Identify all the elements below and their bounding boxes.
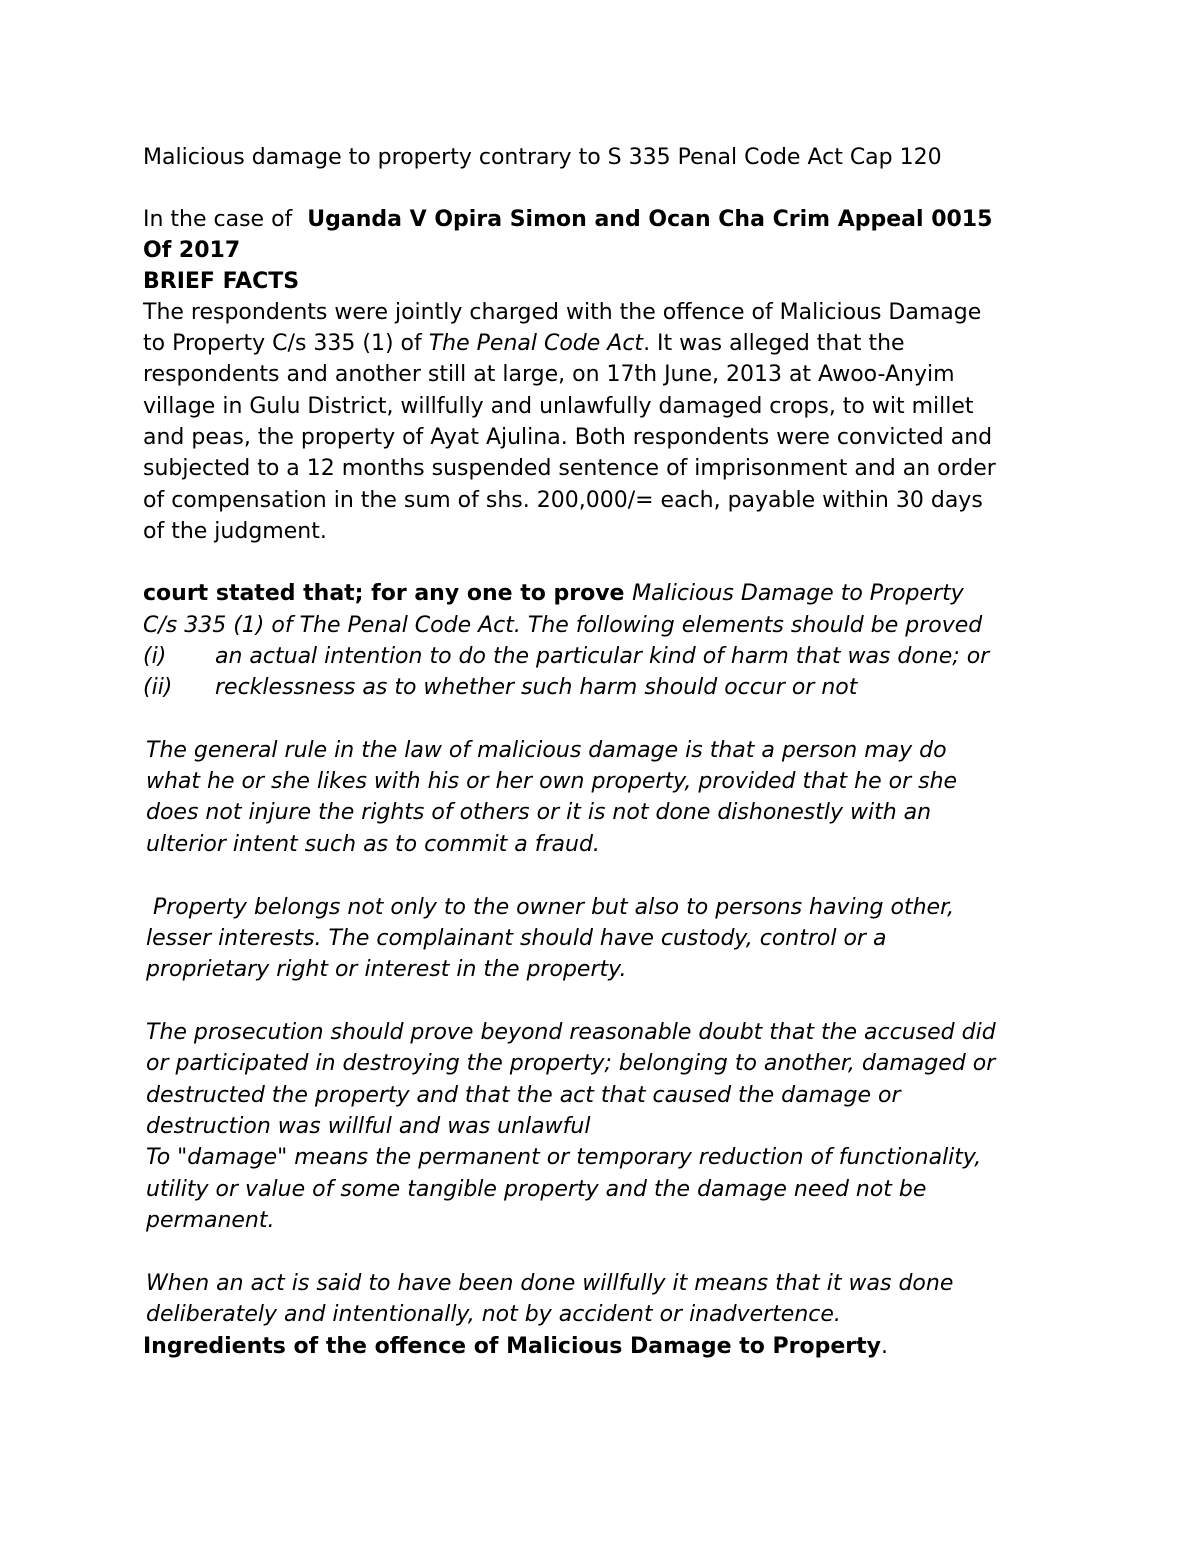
facts-line: of compensation in the sum of shs. 200,000/= each, payable within 30 days: [143, 488, 983, 513]
case-intro: In the case of: [143, 207, 300, 232]
ingredients-heading: Ingredients of the offence of Malicious Damage to Property.: [143, 1334, 888, 1359]
facts-line: respondents and another still at large, on 17th June, 2013 at Awoo-Anyim: [143, 362, 955, 387]
case-citation-line-1: [143, 204, 992, 235]
prosecution-line: destructed the property and that the act that caused the damage or: [146, 1083, 901, 1108]
general-rule-line: The general rule in the law of malicious damage is that a person may do: [146, 738, 947, 763]
property-line: Property belongs not only to the owner but also to persons having other,: [146, 895, 955, 920]
prosecution-line: or participated in destroying the property; belonging to another, damaged or: [146, 1051, 996, 1076]
facts-line: to Property C/s 335 (1) of The Penal Code Act. It was alleged that the: [143, 331, 905, 356]
list-text: recklessness as to whether such harm should occur or not: [215, 675, 858, 700]
penal-code-reference: The Penal Code Act: [428, 331, 644, 356]
willful-definition-line: deliberately and intentionally, not by accident or inadvertence.: [146, 1302, 841, 1327]
list-number: (ii): [143, 675, 173, 700]
property-line: proprietary right or interest in the property.: [146, 957, 627, 982]
facts-line: of the judgment.: [143, 519, 327, 544]
facts-line: village in Gulu District, willfully and unlawfully damaged crops, to wit millet: [143, 394, 974, 419]
property-line: lesser interests. The complainant should have custody, control or a: [146, 926, 887, 951]
general-rule-line: ulterior intent such as to commit a fraud.: [146, 832, 600, 857]
prosecution-line: The prosecution should prove beyond reasonable doubt that the accused did: [146, 1020, 996, 1045]
facts-line: The respondents were jointly charged with the offence of Malicious Damage: [143, 300, 982, 325]
brief-facts-title: BRIEF FACTS: [143, 269, 300, 294]
damage-definition-line: permanent.: [146, 1208, 275, 1233]
document-heading: Malicious damage to property contrary to S 335 Penal Code Act Cap 120: [143, 145, 942, 170]
case-name: Uganda V Opira Simon and Ocan Cha Crim Appeal 0015: [307, 207, 993, 232]
list-number: (i): [143, 644, 167, 669]
willful-definition-line: When an act is said to have been done willfully it means that it was done: [146, 1271, 954, 1296]
facts-line: and peas, the property of Ayat Ajulina. Both respondents were convicted and: [143, 425, 993, 450]
damage-definition-line: To "damage" means the permanent or temporary reduction of functionality,: [146, 1145, 982, 1170]
prosecution-line: destruction was willful and was unlawful: [146, 1114, 591, 1139]
general-rule-line: does not injure the rights of others or it is not done dishonestly with an: [146, 800, 932, 825]
court-statement-line: court stated that; for any one to prove Malicious Damage to Property: [143, 581, 964, 606]
facts-line: subjected to a 12 months suspended sentence of imprisonment and an order: [143, 456, 996, 481]
court-statement-line: C/s 335 (1) of The Penal Code Act. The following elements should be proved: [143, 613, 983, 638]
case-citation-line-2: Of 2017: [143, 238, 241, 263]
list-text: an actual intention to do the particular kind of harm that was done; or: [215, 644, 990, 669]
damage-definition-line: utility or value of some tangible property and the damage need not be: [146, 1177, 927, 1202]
general-rule-line: what he or she likes with his or her own property, provided that he or she: [146, 769, 958, 794]
